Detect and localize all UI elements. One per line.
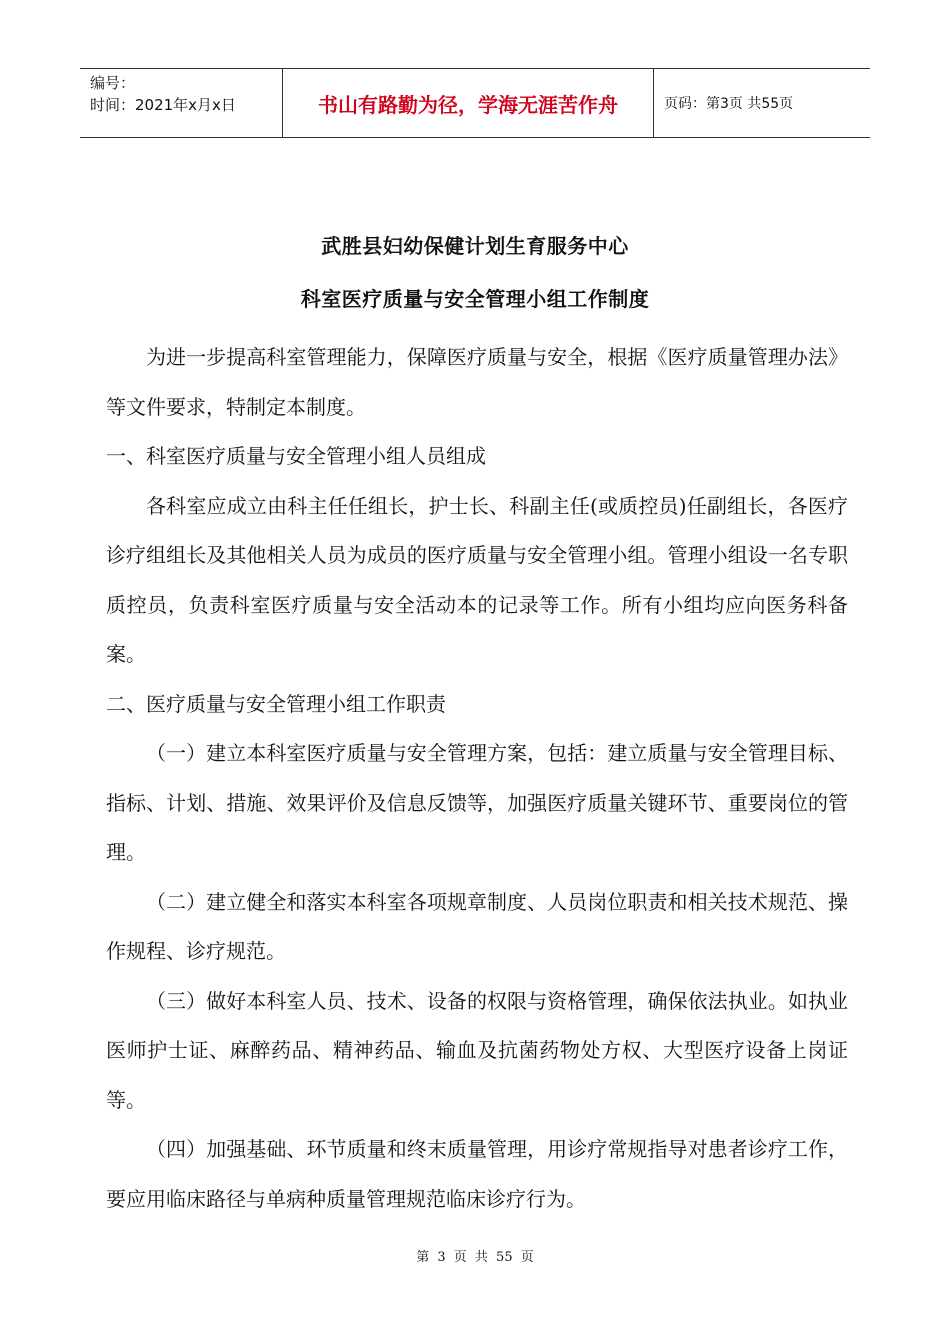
section-heading-2: 二、医疗质量与安全管理小组工作职责	[106, 691, 446, 716]
body-paragraph-composition: 各科室应成立由科主任任组长，护士长、科副主任(或质控员)任副组长，各医疗诊疗组组长及其他相关人员为成员的医疗质量与安全管理小组。管理小组设一名专职质控员，负责科室医疗质量与安全活动本的记录等工作。所有小组均应向医务科备案。	[106, 493, 848, 666]
header-page-cell	[654, 69, 870, 137]
document-title-line2: 科室医疗质量与安全管理小组工作制度	[300, 287, 650, 311]
body-paragraph-duty-3: （三）做好本科室人员、技术、设备的权限与资格管理，确保依法执业。如执业医师护士证、麻醉药品、精神药品、输血及抗菌药物处方权、大型医疗设备上岗证等。	[106, 988, 848, 1112]
header-page-code: 页码：第3页 共55页	[664, 96, 794, 112]
section-heading-1: 一、科室医疗质量与安全管理小组人员组成	[106, 444, 486, 468]
page-header	[80, 68, 870, 138]
header-info-cell	[80, 69, 282, 137]
body-paragraph-duty-1: （一）建立本科室医疗质量与安全管理方案，包括：建立质量与安全管理目标、指标、计划、措施、效果评价及信息反馈等，加强医疗质量关键环节、重要岗位的管理。	[106, 741, 848, 864]
document-title-line1: 武胜县妇幼保健计划生育服务中心	[321, 234, 629, 258]
document-body	[106, 333, 848, 1224]
body-paragraph-duty-4: （四）加强基础、环节质量和终末质量管理，用诊疗常规指导对患者诊疗工作，要应用临床路径与单病种质量管理规范临床诊疗行为。	[106, 1137, 848, 1211]
body-paragraph-duty-2: （二）建立健全和落实本科室各项规章制度、人员岗位职责和相关技术规范、操作规程、诊疗规范。	[106, 889, 848, 963]
body-paragraph-intro: 为进一步提高科室管理能力，保障医疗质量与安全，根据《医疗质量管理办法》等文件要求，特制定本制度。	[106, 345, 848, 419]
document-time-label: 时间：2021年x月x日	[90, 96, 236, 114]
document-number-label: 编号：	[90, 74, 136, 92]
header-motto: 书山有路勤为径，学海无涯苦作舟	[318, 92, 618, 117]
page-footer: 第 3 页 共 55 页	[416, 1250, 534, 1265]
header-motto-cell	[282, 69, 654, 137]
